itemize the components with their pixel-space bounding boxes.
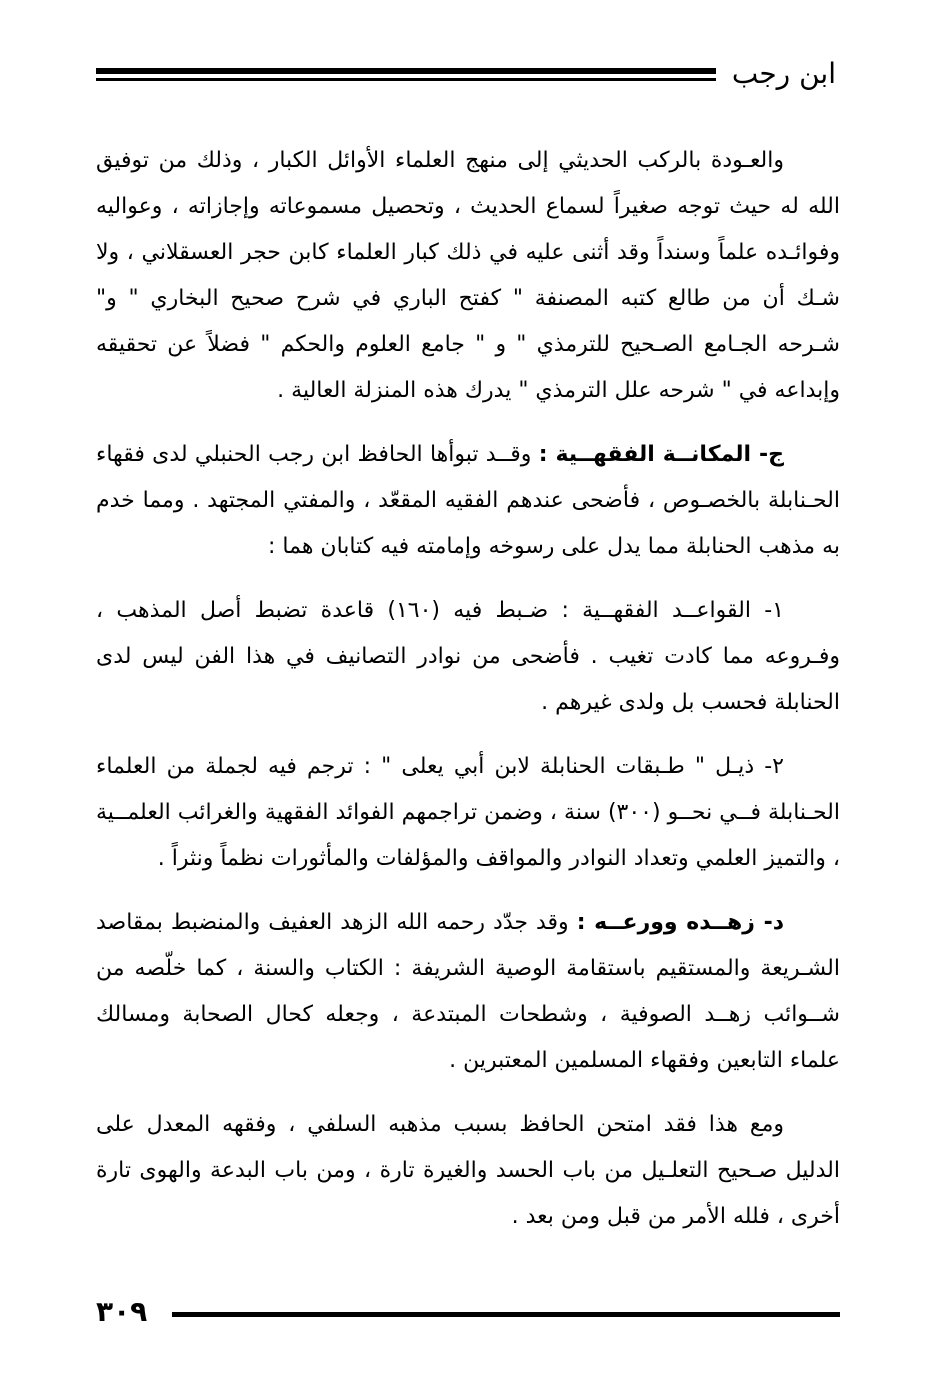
- footer-rule: [172, 1312, 840, 1317]
- paragraph-text: وقد جدّد رحمه الله الزهد العفيف والمنضبط بمقاصد الشـريعة والمستقيم باستقامة الوصية الشريفة : الكتاب والسنة ، كما خلّصه من شــوائب زهــد الصوفية ، وشطحات المبتدعة ، وجعله كحال الصحابة ومسالك علماء التابعين وفقهاء المسلمين المعتبرين .: [96, 910, 840, 1073]
- paragraph-asceticism: [96, 900, 840, 1084]
- section-heading-dal: د- زهــده وورعــه :: [576, 910, 784, 935]
- paragraph-hadith-revival: [96, 138, 840, 414]
- header-double-rule: [96, 68, 716, 82]
- paragraph-trials: [96, 1102, 840, 1240]
- paragraph-book-qawaid: [96, 588, 840, 726]
- header-rule-thin: [96, 78, 716, 81]
- paragraph-book-dhayl: [96, 744, 840, 882]
- section-heading-jim: ج- المكانــة الفقهــية :: [538, 442, 784, 467]
- page-number: ٣٠٩: [96, 1295, 148, 1328]
- running-title: ابن رجب: [731, 57, 836, 90]
- header-rule-thick: [96, 68, 716, 74]
- paragraph-text: ٢- ذيـل " طـبقات الحنابلة لابن أبي يعلى " : ترجم فيه لجملة من العلماء الحـنابلة فــي نحــو (٣٠٠) سنة ، وضمن تراجمهم الفوائد الفقهية والغرائب العلمــية ، والتميز العلمي وتعداد النوادر والمواقف والمؤلفات والمأثورات نظماً ونثراً .: [96, 754, 840, 871]
- paragraph-text: ١- القواعــد الفقهــية : ضـبط فيه (١٦٠) قاعدة تضبط أصل المذهب ، وفـروعه مما كادت تغيب . فأضحى من نوادر التصانيف في هذا الفن ليس لدى الحنابلة فحسب بل ولدى غيرهم .: [96, 598, 840, 715]
- paragraph-text: ومع هذا فقد امتحن الحافظ بسبب مذهبه السلفي ، وفقهه المعدل على الدليل صـحيح التعلـيل من باب الحسد والغيرة تارة ، ومن باب البدعة والهوى تارة أخرى ، فلله الأمر من قبل ومن بعد .: [96, 1112, 840, 1229]
- page-footer: [96, 1294, 840, 1334]
- body-text: [96, 138, 840, 1258]
- paragraph-text: والعـودة بالركب الحديثي إلى منهج العلماء الأوائل الكبار ، وذلك من توفيق الله له حيث توجه صغيراً لسماع الحديث ، وتحصيل مسموعاته وإجازاته ، وعواليه وفوائـده علماً وسنداً وقد أثنى عليه في ذلك كبار العلماء كابن حجر العسقلاني ، ولا شـك أن من طالع كتبه المصنفة " كفتح الباري في شرح صحيح البخاري " و" شـرحه الجـامع الصـحيح للترمذي " و " جامع العلوم والحكم " فضلاً عن تحقيقه وإبداعه في " شرحه علل الترمذي " يدرك هذه المنزلة العالية .: [96, 148, 840, 403]
- paragraph-fiqh-status: [96, 432, 840, 570]
- paragraph-text: وقــد تبوأها الحافظ ابن رجب الحنبلي لدى فقهاء الحـنابلة بالخصـوص ، فأضحى عندهم الفقيه المقعّد ، والمفتي المجتهد . ومما خدم به مذهب الحنابلة مما يدل على رسوخه وإمامته فيه كتابان هما :: [96, 442, 840, 559]
- page-header: [96, 56, 836, 96]
